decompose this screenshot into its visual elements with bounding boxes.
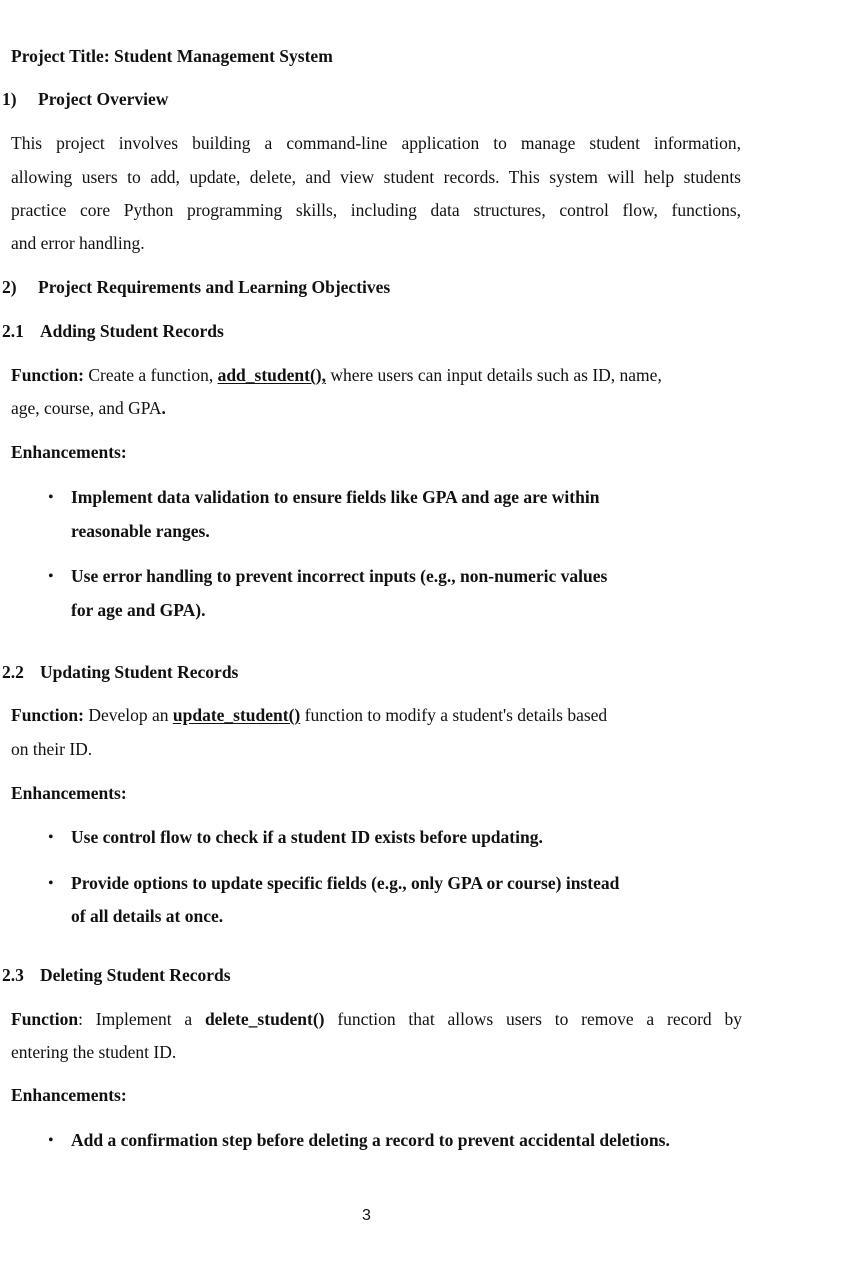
function-name: delete_student() — [204, 1009, 325, 1029]
overview-line-1: This project involves building a command-line application to manage student information, — [11, 133, 741, 153]
subsection-2-1-number: 2.1 — [2, 321, 24, 341]
overview-line-4: and error handling. — [11, 233, 145, 253]
function-text-period: . — [161, 398, 166, 418]
section-1-title: Project Overview — [38, 89, 169, 109]
page-number: 3 — [362, 1207, 371, 1224]
title-label: Project Title: — [11, 46, 110, 66]
update-student-function-line-2: on their ID. — [11, 739, 93, 759]
subsection-2-1-title: Adding Student Records — [40, 321, 224, 341]
bullet-icon: • — [48, 829, 54, 846]
function-name: add_student(), — [217, 365, 327, 385]
enhancement-item: Use error handling to prevent incorrect inputs (e.g., non-numeric values — [71, 566, 608, 586]
function-text: : Implement a — [78, 1009, 205, 1029]
function-text: age, course, and GPA — [11, 398, 162, 418]
section-1-number: 1) — [2, 89, 17, 109]
subsection-2-3-heading — [2, 967, 231, 985]
title-text: Student Management System — [114, 46, 333, 66]
delete-student-function-line-1 — [11, 1011, 742, 1029]
function-label: Function: — [11, 705, 84, 725]
enhancement-item-cont: of all details at once. — [71, 906, 224, 926]
section-2-heading — [2, 279, 390, 297]
update-student-function-line-1 — [11, 707, 607, 725]
bullet-icon: • — [48, 1132, 54, 1149]
enhancement-item: Implement data validation to ensure fields like GPA and age are within — [71, 487, 600, 507]
enhancement-item: Use control flow to check if a student ID exists before updating. — [71, 827, 543, 847]
delete-student-function-line-2: entering the student ID. — [11, 1042, 177, 1062]
project-title — [11, 48, 333, 66]
overview-line-3: practice core Python programming skills, including data structures, control flow, functions, — [11, 200, 741, 220]
function-name: update_student() — [172, 705, 301, 725]
bullet-icon: • — [48, 568, 54, 585]
add-student-function-line-2 — [11, 400, 166, 418]
subsection-2-2-title: Updating Student Records — [40, 662, 239, 682]
subsection-2-2-number: 2.2 — [2, 662, 24, 682]
enhancements-label: Enhancements: — [11, 442, 127, 462]
function-label: Function — [11, 1009, 79, 1029]
function-text: where users can input details such as ID, name, — [326, 365, 662, 385]
function-text: function to modify a student's details based — [300, 705, 608, 725]
enhancement-item-cont: for age and GPA). — [71, 600, 206, 620]
overview-line-2: allowing users to add, update, delete, and view student records. This system will help students — [11, 167, 741, 187]
function-text: Develop an — [83, 705, 173, 725]
function-text: function that allows users to remove a record by — [324, 1009, 742, 1029]
enhancement-item: Provide options to update specific fields (e.g., only GPA or course) instead — [71, 873, 620, 893]
enhancement-item-cont: reasonable ranges. — [71, 521, 210, 541]
enhancements-label: Enhancements: — [11, 783, 127, 803]
subsection-2-2-heading — [2, 664, 238, 682]
function-text: Create a function, — [83, 365, 218, 385]
subsection-2-3-number: 2.3 — [2, 965, 24, 985]
bullet-icon: • — [48, 875, 54, 892]
subsection-2-1-heading — [2, 323, 224, 341]
section-2-number: 2) — [2, 277, 17, 297]
section-2-title: Project Requirements and Learning Objectives — [38, 277, 391, 297]
enhancements-label: Enhancements: — [11, 1085, 127, 1105]
subsection-2-3-title: Deleting Student Records — [40, 965, 231, 985]
function-label: Function: — [11, 365, 84, 385]
enhancement-item: Add a confirmation step before deleting a record to prevent accidental deletions. — [71, 1130, 670, 1150]
bullet-icon: • — [48, 489, 54, 506]
section-1-heading — [2, 91, 168, 109]
add-student-function-line-1 — [11, 367, 662, 385]
